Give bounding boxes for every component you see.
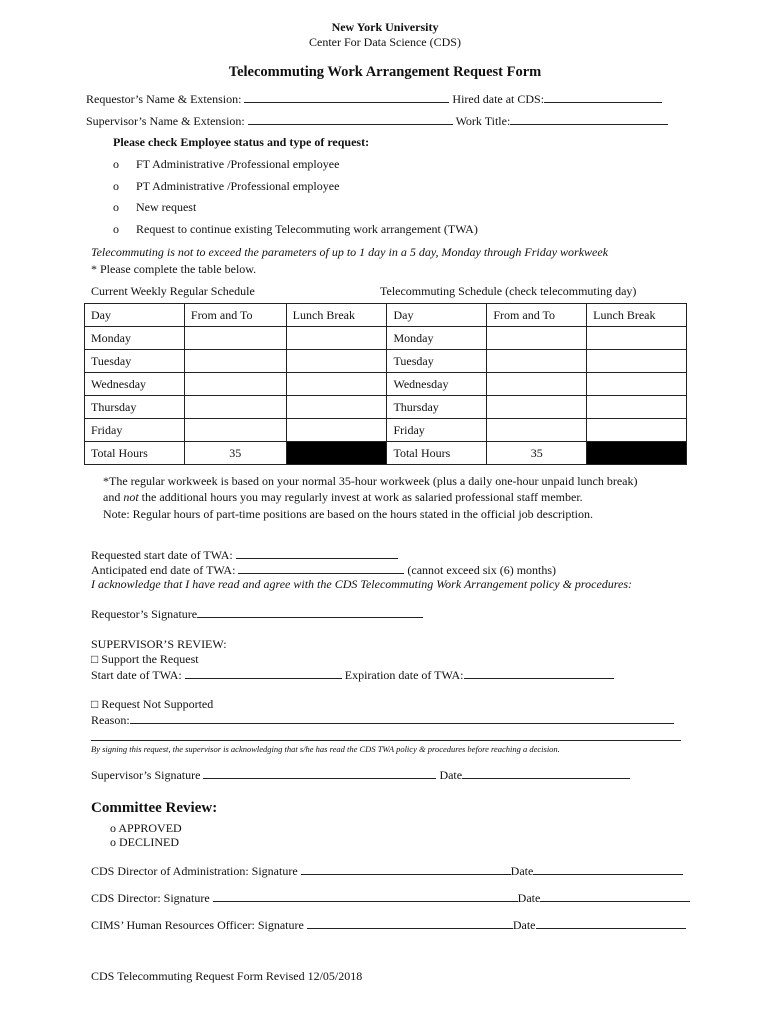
end-date-note: (cannot exceed six (6) months) <box>407 563 557 577</box>
status-option-ft[interactable] <box>113 157 340 172</box>
telecommuting-schedule-label: Telecommuting Schedule (check telecommuting day) <box>380 284 637 298</box>
footnote-emphasis: not <box>123 490 139 504</box>
committee-review-heading: Committee Review: <box>91 800 218 816</box>
checkbox-bullet: o <box>113 222 119 236</box>
requestor-name-field[interactable] <box>244 91 449 103</box>
requestor-name-label: Requestor’s Name & Extension: <box>86 92 242 106</box>
hr-date-field[interactable] <box>536 917 686 929</box>
table-row <box>85 396 687 419</box>
twa-dates-row <box>91 667 614 683</box>
hr-signature-row <box>91 917 686 933</box>
reason-label: Reason: <box>91 713 130 727</box>
status-heading: Please check Employee status and type of request: <box>113 135 370 149</box>
university-name: New York University <box>331 20 439 34</box>
hr-date-label: Date <box>512 918 536 932</box>
admin-signature-label: CDS Director of Administration: Signature <box>91 864 298 878</box>
approved-option[interactable] <box>110 821 182 836</box>
table-row <box>85 419 687 442</box>
from-to-cell[interactable] <box>487 327 587 350</box>
header-from-to: From and To <box>184 304 286 327</box>
day-cell: Tuesday <box>387 350 487 373</box>
footer-revision: CDS Telecommuting Request Form Revised 12/05/2018 <box>91 969 363 983</box>
work-title-field[interactable] <box>510 113 668 125</box>
requestor-signature-row <box>91 606 423 622</box>
total-hours-row <box>85 442 687 465</box>
checkbox-bullet[interactable]: o <box>110 835 116 849</box>
checkbox-icon[interactable]: □ <box>91 652 99 666</box>
header-from-to: From and To <box>487 304 587 327</box>
from-to-cell[interactable] <box>184 396 286 419</box>
checkbox-bullet: o <box>113 200 119 214</box>
start-date-label: Requested start date of TWA: <box>91 548 233 562</box>
workweek-footnote: *The regular workweek is based on your normal 35-hour workweek (plus a daily one-hour unpaid lunch break) <box>103 474 638 488</box>
day-cell: Monday <box>387 327 487 350</box>
header-lunch: Lunch Break <box>286 304 387 327</box>
reason-row <box>91 712 674 728</box>
lunch-cell[interactable] <box>286 350 387 373</box>
blacked-out-cell <box>587 442 687 465</box>
approved-label: APPROVED <box>118 821 182 835</box>
day-cell: Tuesday <box>85 350 185 373</box>
expiration-date-label: Expiration date of TWA: <box>344 668 464 682</box>
work-title-label: Work Title: <box>455 114 511 128</box>
supervisor-signature-row <box>91 767 630 783</box>
lunch-cell[interactable] <box>286 419 387 442</box>
support-request-label: Support the Request <box>101 652 199 666</box>
header-lunch: Lunch Break <box>587 304 687 327</box>
status-option-new[interactable] <box>113 200 197 215</box>
supervisor-start-date-field[interactable] <box>185 667 342 679</box>
hr-signature-label: CIMS’ Human Resources Officer: Signature <box>91 918 304 932</box>
end-date-row <box>91 562 556 578</box>
status-option-pt[interactable] <box>113 179 340 194</box>
not-supported-label: Request Not Supported <box>101 697 214 711</box>
from-to-cell[interactable] <box>184 327 286 350</box>
supervisor-start-date-label: Start date of TWA: <box>91 668 182 682</box>
day-cell: Friday <box>85 419 185 442</box>
day-cell: Wednesday <box>85 373 185 396</box>
director-signature-field[interactable] <box>213 890 518 902</box>
option-label: FT Administrative /Professional employee <box>136 157 340 171</box>
expiration-date-field[interactable] <box>464 667 614 679</box>
total-hours-label: Total Hours <box>85 442 185 465</box>
lunch-cell[interactable] <box>587 327 687 350</box>
director-signature-row <box>91 890 690 906</box>
hired-date-label: Hired date at CDS: <box>452 92 545 106</box>
table-header-row <box>85 304 687 327</box>
admin-date-label: Date <box>510 864 534 878</box>
day-cell: Thursday <box>85 396 185 419</box>
requestor-signature-field[interactable] <box>197 606 423 618</box>
checkbox-bullet: o <box>113 179 119 193</box>
acknowledgement: I acknowledge that I have read and agree with the CDS Telecommuting Work Arrangement policy & procedures: <box>91 577 633 591</box>
support-request-option[interactable] <box>91 652 199 667</box>
form-title: Telecommuting Work Arrangement Request Form <box>228 64 542 80</box>
day-cell: Thursday <box>387 396 487 419</box>
current-schedule-label: Current Weekly Regular Schedule <box>91 284 255 298</box>
header-day: Day <box>85 304 185 327</box>
checkbox-bullet: o <box>113 157 119 171</box>
header-day: Day <box>387 304 487 327</box>
from-to-cell[interactable] <box>184 373 286 396</box>
total-hours-label: Total Hours <box>387 442 487 465</box>
director-date-label: Date <box>517 891 541 905</box>
lunch-cell[interactable] <box>587 396 687 419</box>
center-name: Center For Data Science (CDS) <box>309 35 461 49</box>
supervisor-name-label: Supervisor’s Name & Extension: <box>86 114 245 128</box>
table-row <box>85 350 687 373</box>
supervisor-review-heading: SUPERVISOR’S REVIEW: <box>91 637 227 651</box>
complete-table-note: * Please complete the table below. <box>91 262 257 276</box>
total-hours-value: 35 <box>184 442 286 465</box>
not-supported-option[interactable] <box>91 697 213 712</box>
table-row <box>85 373 687 396</box>
day-cell: Wednesday <box>387 373 487 396</box>
from-to-cell[interactable] <box>184 350 286 373</box>
lunch-cell[interactable] <box>587 419 687 442</box>
start-date-row <box>91 547 398 563</box>
table-row <box>85 327 687 350</box>
total-hours-value: 35 <box>487 442 587 465</box>
end-date-field[interactable] <box>238 562 404 574</box>
day-cell: Friday <box>387 419 487 442</box>
from-to-cell[interactable] <box>184 419 286 442</box>
status-option-continue[interactable] <box>113 222 478 237</box>
option-label: PT Administrative /Professional employee <box>136 179 340 193</box>
blacked-out-cell <box>286 442 387 465</box>
footnote-text: the additional hours you may regularly invest at work as salaried professional staff member. <box>138 490 583 504</box>
admin-signature-row <box>91 863 683 879</box>
reason-field[interactable] <box>130 712 674 724</box>
lunch-cell[interactable] <box>587 350 687 373</box>
director-date-field[interactable] <box>540 890 690 902</box>
supervisor-name-field[interactable] <box>248 113 453 125</box>
lunch-cell[interactable] <box>286 327 387 350</box>
lunch-cell[interactable] <box>286 373 387 396</box>
option-label: New request <box>136 200 197 214</box>
supervisor-name-row <box>86 113 668 129</box>
requestor-name-row <box>86 91 662 107</box>
supervisor-signature-label: Supervisor’s Signature <box>91 768 201 782</box>
admin-date-field[interactable] <box>533 863 683 875</box>
part-time-note: Note: Regular hours of part-time positions are based on the hours stated in the official job description. <box>103 507 593 521</box>
declined-option[interactable] <box>110 835 179 850</box>
lunch-cell[interactable] <box>286 396 387 419</box>
start-date-field[interactable] <box>236 547 398 559</box>
lunch-cell[interactable] <box>587 373 687 396</box>
footnote-text: and <box>103 490 124 504</box>
checkbox-bullet[interactable]: o <box>110 821 116 835</box>
from-to-cell[interactable] <box>487 350 587 373</box>
reason-field-line-2[interactable] <box>91 739 681 741</box>
from-to-cell[interactable] <box>487 419 587 442</box>
hr-signature-field[interactable] <box>307 917 513 929</box>
checkbox-icon[interactable]: □ <box>91 697 99 711</box>
admin-signature-field[interactable] <box>301 863 511 875</box>
declined-label: DECLINED <box>119 835 179 849</box>
from-to-cell[interactable] <box>487 373 587 396</box>
director-signature-label: CDS Director: Signature <box>91 891 210 905</box>
schedule-table <box>84 303 687 465</box>
from-to-cell[interactable] <box>487 396 587 419</box>
supervisor-signature-field[interactable] <box>203 767 436 779</box>
option-label: Request to continue existing Telecommuting work arrangement (TWA) <box>136 222 478 236</box>
supervisor-date-field[interactable] <box>462 767 630 779</box>
telecommuting-limit-note: Telecommuting is not to exceed the parameters of up to 1 day in a 5 day, Monday through Friday workweek <box>91 245 609 259</box>
day-cell: Monday <box>85 327 185 350</box>
end-date-label: Anticipated end date of TWA: <box>91 563 236 577</box>
hired-date-field[interactable] <box>544 91 662 103</box>
requestor-signature-label: Requestor’s Signature <box>91 607 198 621</box>
workweek-footnote-2 <box>103 490 583 505</box>
supervisor-date-label: Date <box>439 768 463 782</box>
supervisor-disclaimer: By signing this request, the supervisor is acknowledging that s/he has read the CDS TWA policy & procedures before reaching a decision. <box>91 744 560 754</box>
